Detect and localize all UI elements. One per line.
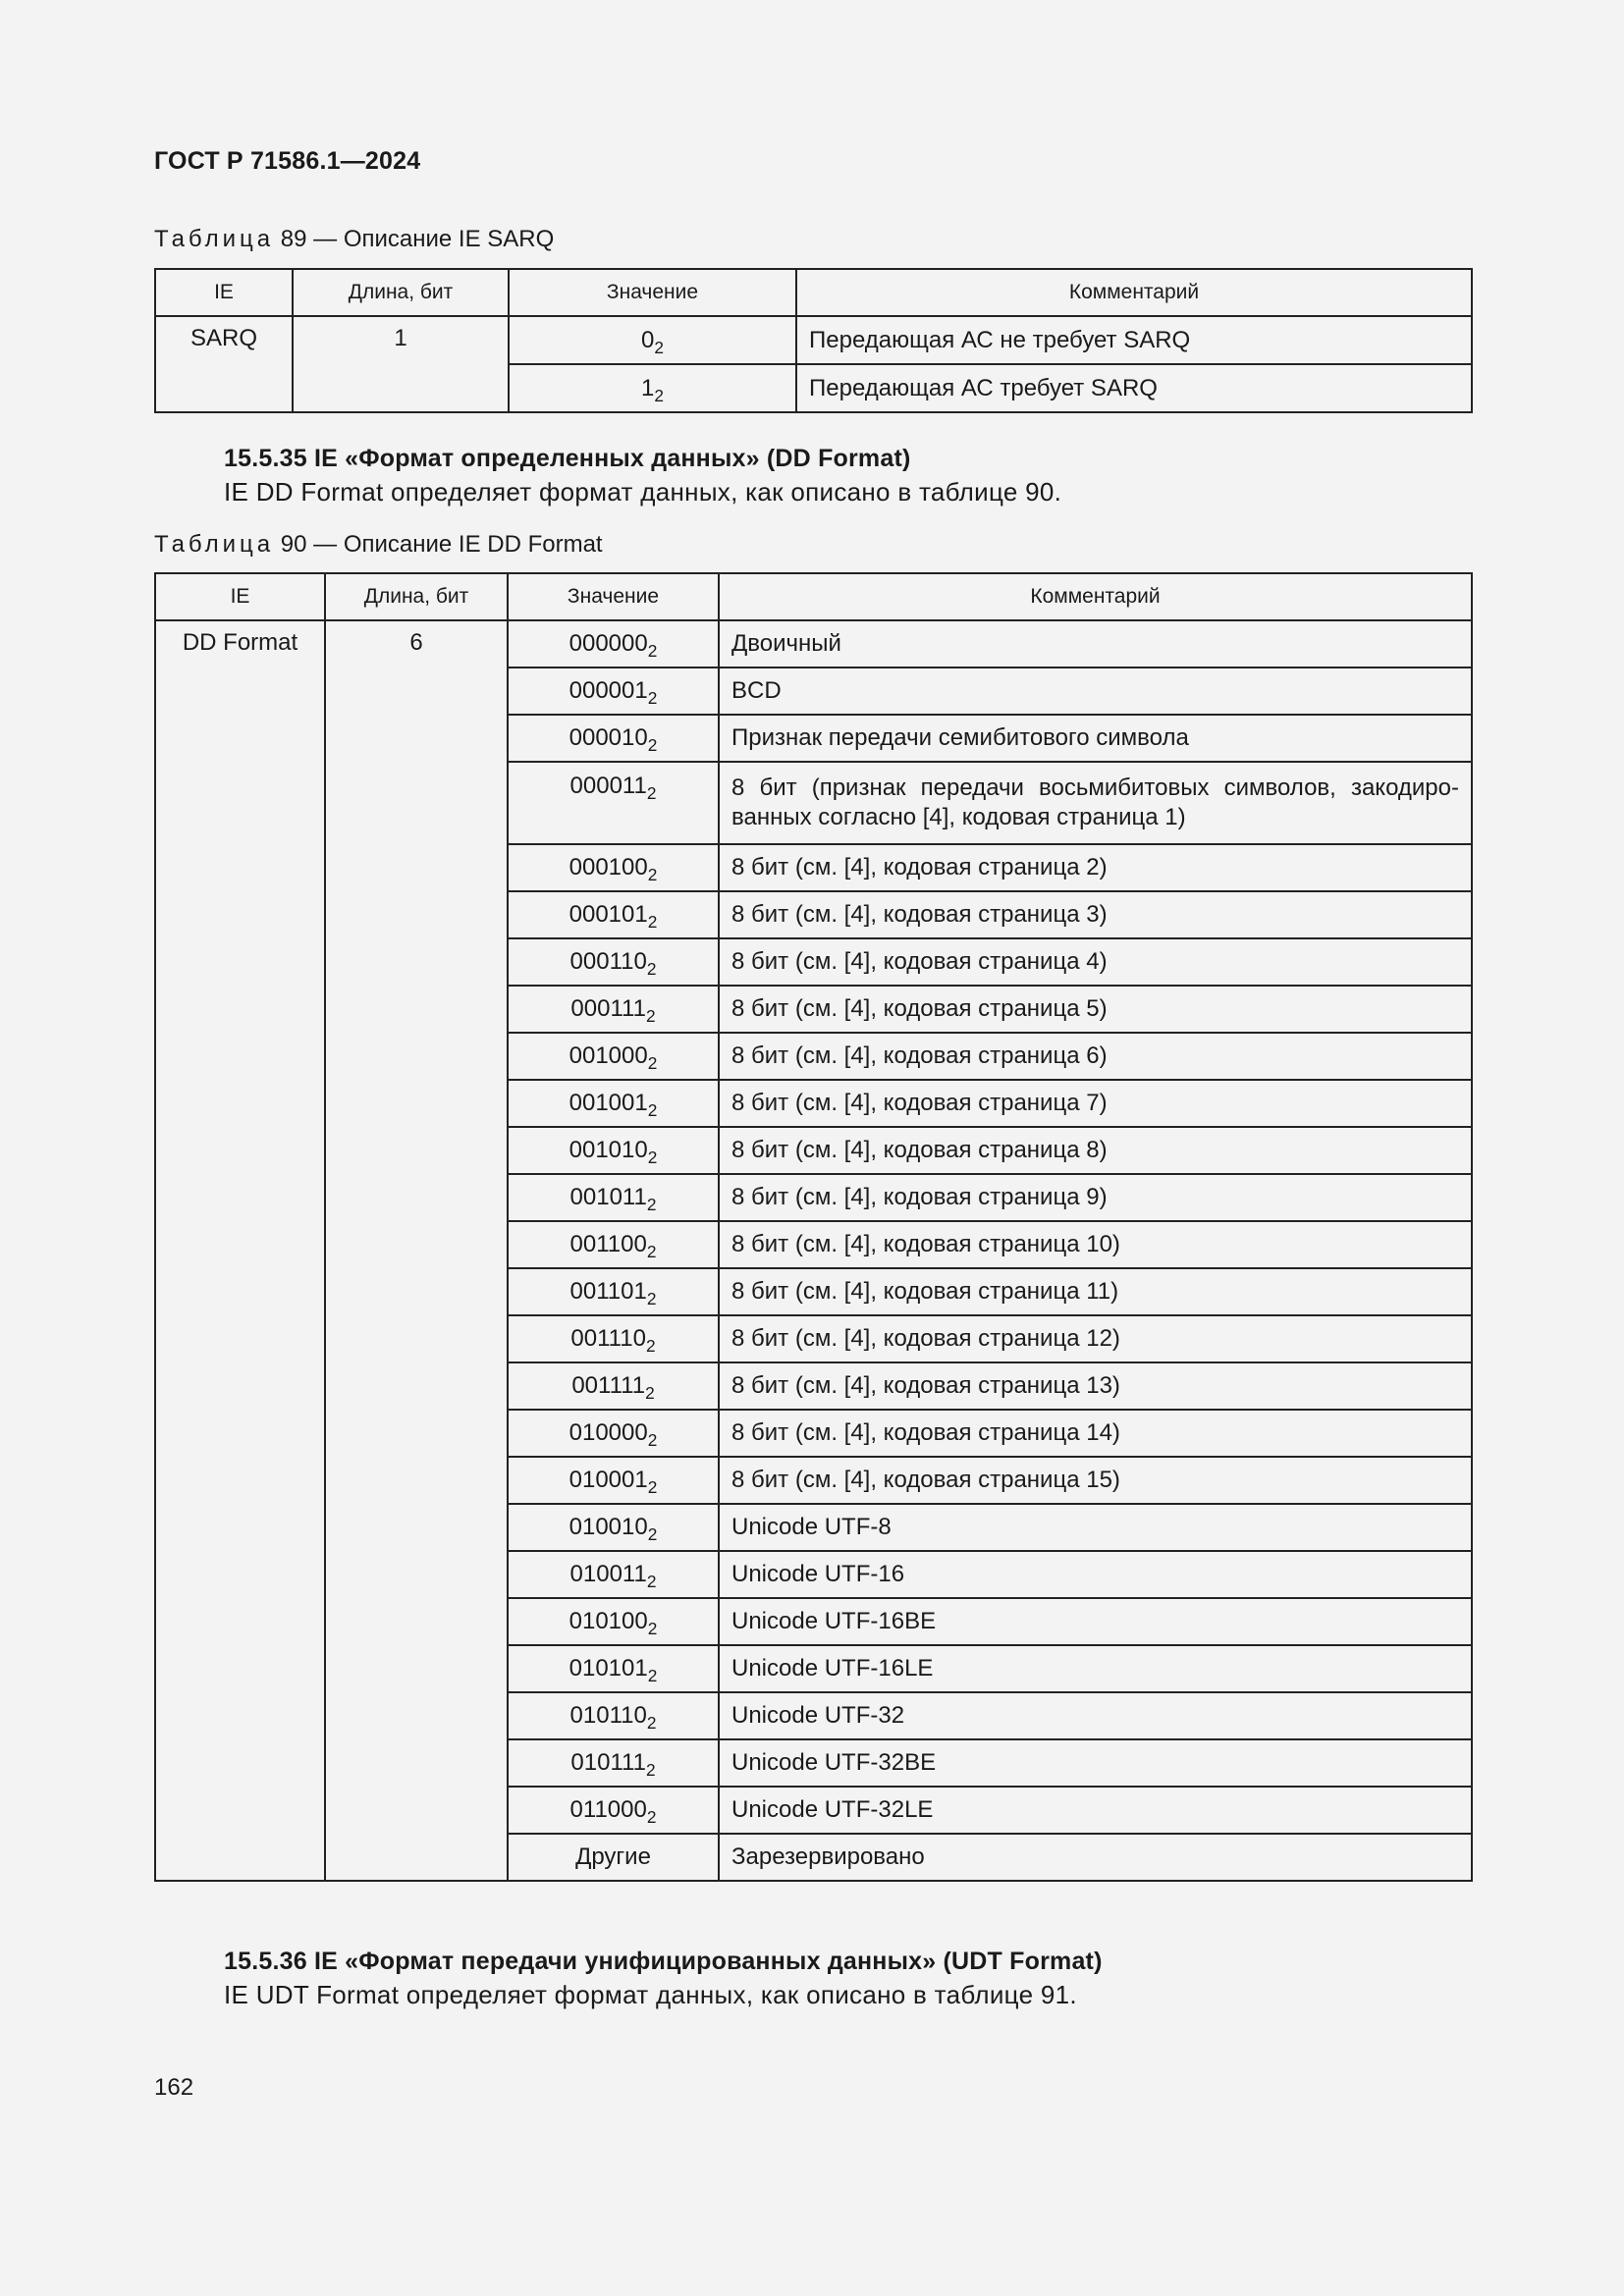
- table-90-header-row: [155, 573, 1472, 620]
- table-89-header-row: [155, 269, 1472, 316]
- value-cell: $001100_2$: [508, 1221, 719, 1268]
- table-89-ie-cell: SARQ: [155, 316, 293, 412]
- value-cell: $000101_2$: [508, 891, 719, 938]
- comment-cell: Unicode UTF-16LE: [719, 1645, 1472, 1692]
- value-cell: $001111_2$: [508, 1362, 719, 1410]
- table-90-col-length: Длина, бит: [325, 573, 508, 620]
- table-90-length-cell: 6: [325, 620, 508, 1881]
- table-90-caption: [154, 531, 603, 559]
- comment-cell: 8 бит (см. [4], кодовая страница 15): [719, 1457, 1472, 1504]
- comment-cell: Зарезервировано: [719, 1834, 1472, 1881]
- comment-cell: Передающая АС требует SARQ: [796, 364, 1472, 412]
- table-90-caption-text: 90 — Описание IE DD Format: [280, 531, 603, 558]
- comment-cell: Передающая АС не требует SARQ: [796, 316, 1472, 364]
- table-90-ie-cell: DD Format: [155, 620, 325, 1881]
- document-header: ГОСТ Р 71586.1—2024: [154, 147, 421, 175]
- value-cell: $000000_2$: [508, 620, 719, 667]
- section-15-5-35-text: IE DD Format определяет формат данных, как описано в таблице 90.: [224, 477, 1062, 507]
- table-89: [154, 268, 1473, 413]
- value-cell: $000110_2$: [508, 938, 719, 986]
- value-cell: $010110_2$: [508, 1692, 719, 1739]
- value-cell: $001011_2$: [508, 1174, 719, 1221]
- table-89-caption-word: Таблица: [154, 226, 275, 252]
- value-cell: $010111_2$: [508, 1739, 719, 1787]
- section-15-5-36-text: IE UDT Format определяет формат данных, как описано в таблице 91.: [224, 1980, 1077, 2009]
- table-90-col-value: Значение: [508, 573, 719, 620]
- table-90: [154, 572, 1473, 1882]
- value-cell: $010000_2$: [508, 1410, 719, 1457]
- comment-cell: Unicode UTF-32: [719, 1692, 1472, 1739]
- comment-cell: 8 бит (см. [4], кодовая страница 8): [719, 1127, 1472, 1174]
- page-number: 162: [154, 2074, 194, 2101]
- comment-cell: 8 бит (см. [4], кодовая страница 4): [719, 938, 1472, 986]
- value-cell: $000010_2$: [508, 715, 719, 762]
- comment-cell: BCD: [719, 667, 1472, 715]
- value-cell: $010101_2$: [508, 1645, 719, 1692]
- value-cell: $001001_2$: [508, 1080, 719, 1127]
- table-row: [155, 620, 1472, 667]
- comment-cell: Признак передачи семибитового символа: [719, 715, 1472, 762]
- comment-cell: 8 бит (см. [4], кодовая страница 7): [719, 1080, 1472, 1127]
- comment-cell: 8 бит (см. [4], кодовая страница 12): [719, 1315, 1472, 1362]
- table-row: [155, 316, 1472, 364]
- table-90-caption-word: Таблица: [154, 531, 275, 558]
- comment-cell: 8 бит (см. [4], кодовая страница 5): [719, 986, 1472, 1033]
- table-90-col-ie: IE: [155, 573, 325, 620]
- value-cell: $001000_2$: [508, 1033, 719, 1080]
- comment-cell: 8 бит (см. [4], кодовая страница 11): [719, 1268, 1472, 1315]
- comment-cell: 8 бит (см. [4], кодовая страница 6): [719, 1033, 1472, 1080]
- comment-cell: 8 бит (см. [4], кодовая страница 9): [719, 1174, 1472, 1221]
- value-cell: $010001_2$: [508, 1457, 719, 1504]
- comment-cell: 8 бит (см. [4], кодовая страница 10): [719, 1221, 1472, 1268]
- table-89-col-value: Значение: [509, 269, 796, 316]
- comment-cell: 8 бит (см. [4], кодовая страница 2): [719, 844, 1472, 891]
- comment-cell: Unicode UTF-8: [719, 1504, 1472, 1551]
- comment-cell: Unicode UTF-32BE: [719, 1739, 1472, 1787]
- table-90-col-comment: Комментарий: [719, 573, 1472, 620]
- comment-cell: 8 бит (см. [4], кодовая страница 13): [719, 1362, 1472, 1410]
- comment-cell: 8 бит (см. [4], кодовая страница 14): [719, 1410, 1472, 1457]
- value-cell: $001110_2$: [508, 1315, 719, 1362]
- value-cell: $001101_2$: [508, 1268, 719, 1315]
- value-cell: Другие: [508, 1834, 719, 1881]
- value-cell: $001010_2$: [508, 1127, 719, 1174]
- value-cell: $000001_2$: [508, 667, 719, 715]
- comment-cell: Двоичный: [719, 620, 1472, 667]
- comment-cell: 8 бит (признак передачи восьмибитовых символов, закодиро-ванных согласно [4], кодовая страница 1): [719, 762, 1472, 844]
- value-cell: $010011_2$: [508, 1551, 719, 1598]
- value-cell: $000100_2$: [508, 844, 719, 891]
- table-89-length-cell: 1: [293, 316, 509, 412]
- section-15-5-36-title: 15.5.36 IE «Формат передачи унифицированных данных» (UDT Format): [224, 1948, 1103, 1975]
- value-cell: $011000_2$: [508, 1787, 719, 1834]
- comment-cell: Unicode UTF-16: [719, 1551, 1472, 1598]
- value-cell: $0_2$: [509, 316, 796, 364]
- value-cell: $010100_2$: [508, 1598, 719, 1645]
- table-89-caption: [154, 226, 554, 253]
- value-cell: $1_2$: [509, 364, 796, 412]
- section-15-5-35-title: 15.5.35 IE «Формат определенных данных» (DD Format): [224, 445, 911, 472]
- table-89-col-length: Длина, бит: [293, 269, 509, 316]
- table-89-col-ie: IE: [155, 269, 293, 316]
- table-89-caption-text: 89 — Описание IE SARQ: [280, 226, 555, 252]
- comment-cell: Unicode UTF-32LE: [719, 1787, 1472, 1834]
- table-89-col-comment: Комментарий: [796, 269, 1472, 316]
- comment-cell: Unicode UTF-16BE: [719, 1598, 1472, 1645]
- value-cell: $010010_2$: [508, 1504, 719, 1551]
- comment-cell: 8 бит (см. [4], кодовая страница 3): [719, 891, 1472, 938]
- value-cell: $000011_2$: [508, 762, 719, 844]
- value-cell: $000111_2$: [508, 986, 719, 1033]
